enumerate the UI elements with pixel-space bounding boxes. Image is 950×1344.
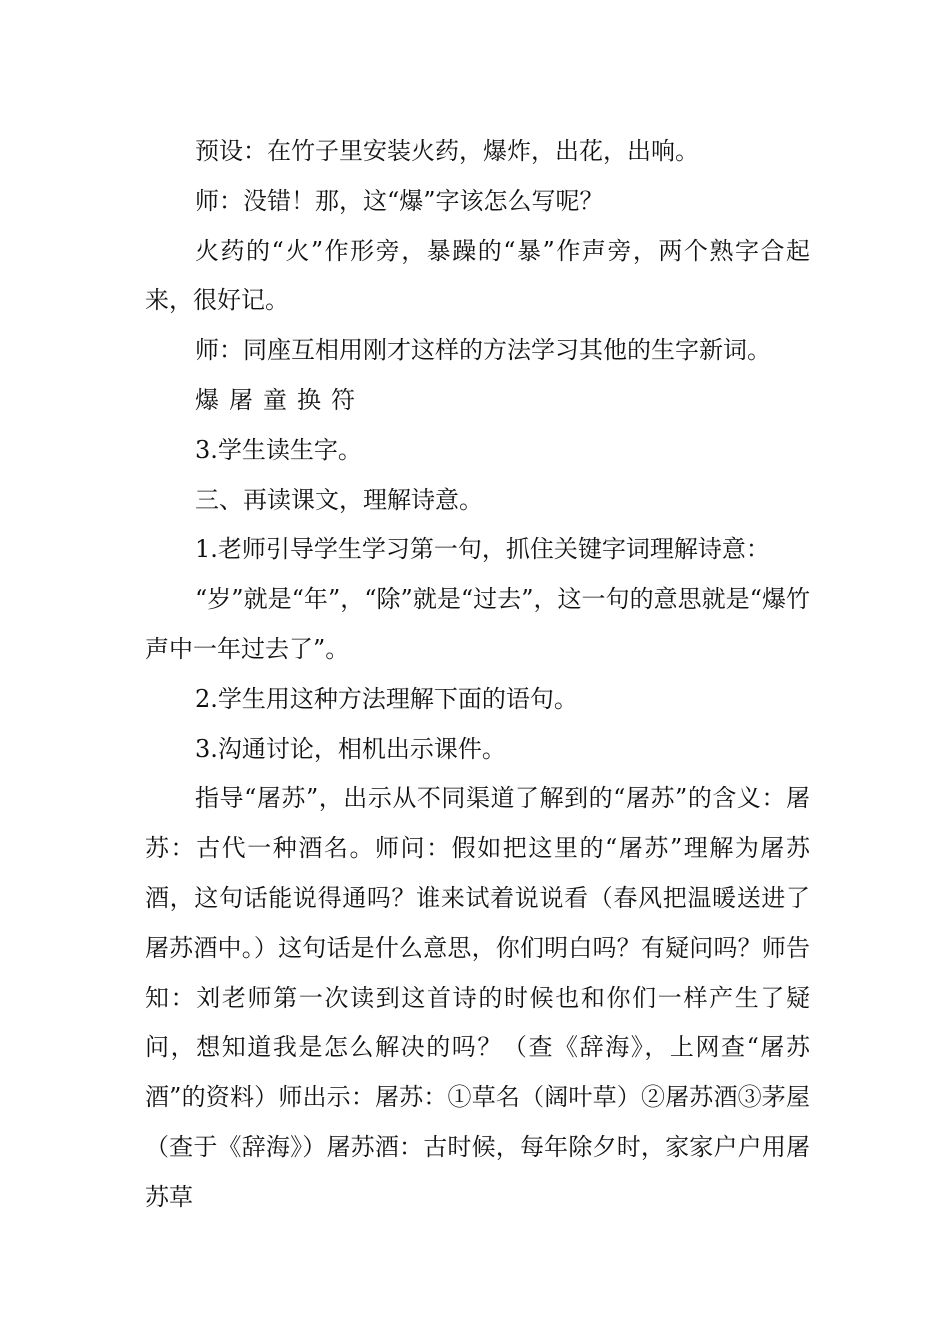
section-heading-reread: 三、再读课文，理解诗意。	[195, 485, 483, 514]
paragraph-radical-explanation: 火药的“火”作形旁，暴躁的“暴”作声旁，两个熟字合起来，很好记。	[145, 236, 810, 315]
paragraph-read-chars: 3.学生读生字。	[195, 435, 362, 464]
new-char: 符	[331, 385, 355, 414]
paragraph-preset: 预设：在竹子里安装火药，爆炸，出花，出响。	[195, 137, 699, 165]
new-char: 童	[263, 385, 287, 414]
new-characters-list	[145, 376, 810, 426]
paragraph-sui-explanation: “岁”就是“年”，“除”就是“过去”，这一句的意思就是“爆竹声中一年过去了”。	[145, 585, 810, 663]
paragraph-step-1: 1.老师引导学生学习第一句，抓住关键字词理解诗意：	[195, 535, 770, 564]
paragraph-step-2: 2.学生用这种方法理解下面的语句。	[195, 684, 578, 713]
document-body	[145, 127, 810, 1223]
paragraph-tusu-guidance: 指导“屠苏”，出示从不同渠道了解到的“屠苏”的含义：屠苏：古代一种酒名。师问：假如把这里的“屠苏”理解为屠苏酒，这句话能说得通吗？谁来试着说说看（春风把温暖送进了屠苏酒中。）这句话是什么意思，你们明白吗？有疑问吗？师告知：刘老师第一次读到这首诗的时候也和你们一样产生了疑问，想知道我是怎么解决的吗？（查《辞海》，上网查“屠苏酒”的资料）师出示：屠苏：①草名（阔叶草）②屠苏酒③茅屋（查于《辞海》）屠苏酒：古时候，每年除夕时，家家户户用屠苏草	[145, 784, 810, 1211]
new-char: 屠	[229, 385, 253, 414]
new-char: 换	[297, 385, 321, 414]
new-char: 爆	[195, 385, 219, 414]
paragraph-peer-study: 师：同座互相用刚才这样的方法学习其他的生字新词。	[195, 336, 771, 365]
paragraph-teacher-question: 师：没错！那，这“爆”字该怎么写呢？	[195, 186, 604, 215]
paragraph-step-3: 3.沟通讨论，相机出示课件。	[195, 734, 506, 763]
